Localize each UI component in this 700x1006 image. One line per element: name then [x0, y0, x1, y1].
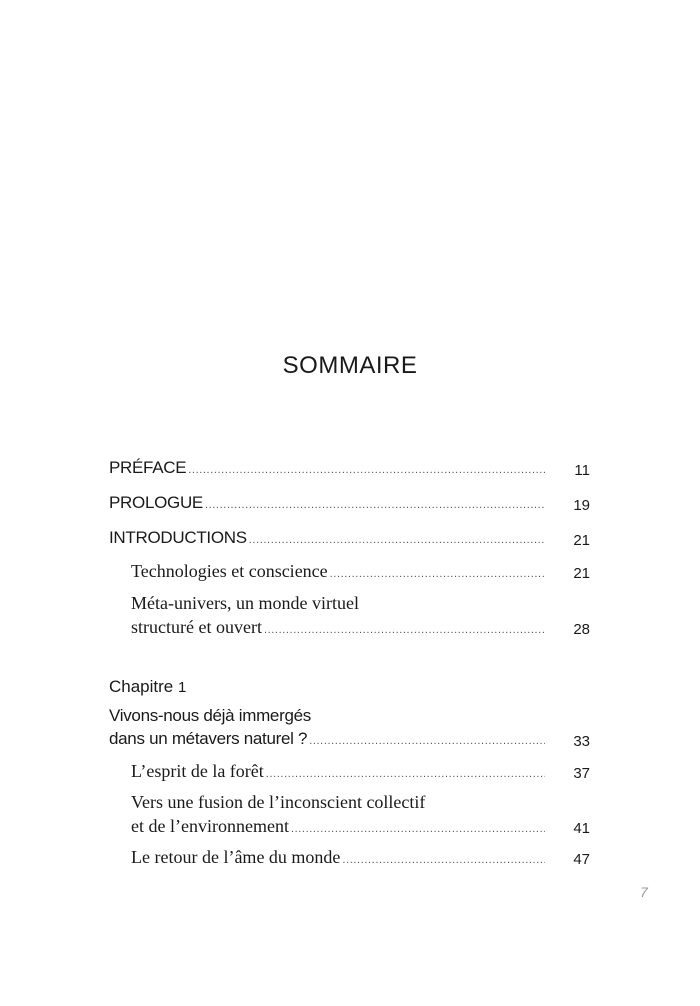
leader-dots — [249, 534, 545, 546]
entry-title: et de l’environnement — [131, 816, 289, 836]
entry-title: INTRODUCTIONS — [109, 528, 247, 547]
entry-title: PROLOGUE — [109, 493, 203, 512]
entry-title-line1: Vers une fusion de l’inconscient collectif — [131, 792, 426, 812]
leader-dots — [330, 568, 545, 580]
leader-dots — [266, 768, 545, 780]
chapter-number: 1 — [178, 679, 187, 696]
folio-page-number: 7 — [640, 884, 648, 900]
leader-dots — [309, 735, 545, 747]
leader-dots — [291, 823, 545, 835]
page-number: 37 — [573, 765, 590, 782]
entry-title: Le retour de l’âme du monde — [131, 847, 341, 867]
page-number: 33 — [573, 733, 590, 750]
chapter-word: Chapitre — [109, 677, 174, 696]
entry-title-line1: Méta-univers, un monde virtuel — [131, 593, 359, 613]
entry-title: PRÉFACE — [109, 458, 187, 477]
page-number: 47 — [573, 851, 590, 868]
leader-dots — [205, 499, 545, 511]
entry-title: structuré et ouvert — [131, 617, 262, 637]
page-number: 21 — [573, 532, 590, 549]
leader-dots — [342, 854, 545, 866]
entry-title: L’esprit de la forêt — [131, 761, 264, 781]
entry-title-line1: Vivons-nous déjà immergés — [109, 706, 311, 725]
page-number: 11 — [574, 462, 590, 479]
page-number: 28 — [573, 621, 590, 638]
entry-title: dans un métavers naturel ? — [109, 729, 308, 748]
page-number: 41 — [573, 820, 590, 837]
page-number: 21 — [573, 565, 590, 582]
leader-dots — [264, 624, 545, 636]
page-number: 19 — [573, 497, 590, 514]
page-title: SOMMAIRE — [282, 352, 418, 379]
entry-title: Technologies et conscience — [131, 561, 328, 581]
chapter-label — [109, 677, 186, 697]
leader-dots — [188, 464, 545, 476]
